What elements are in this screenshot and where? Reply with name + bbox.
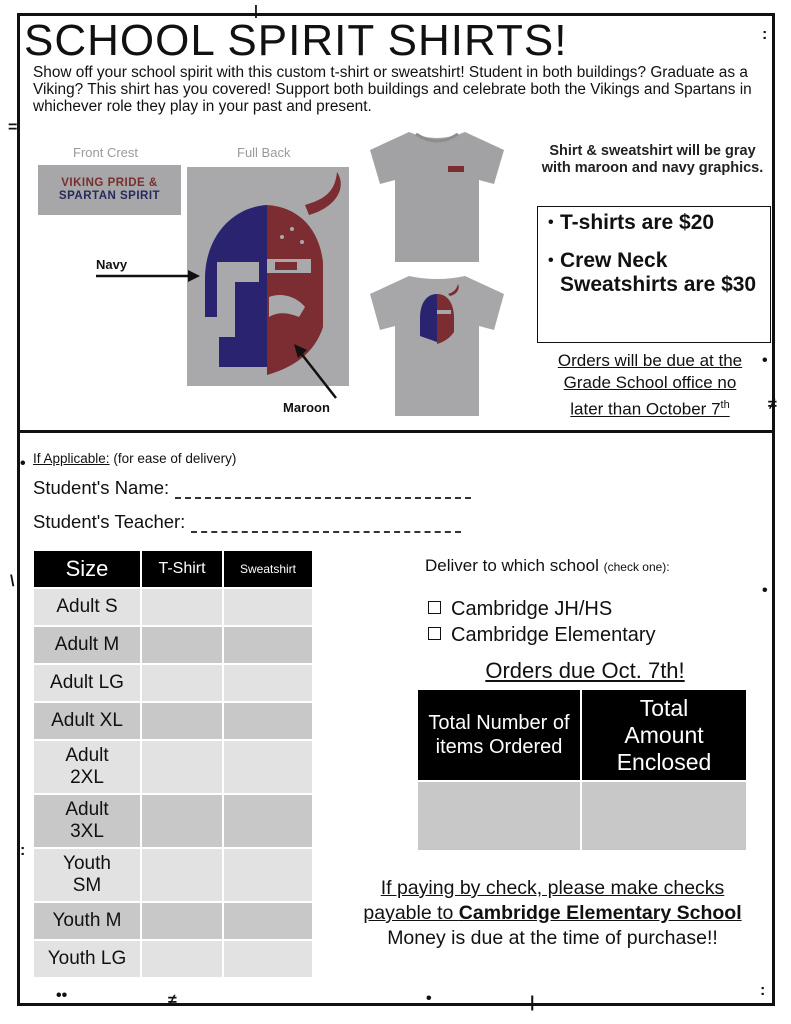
- student-name-line[interactable]: [175, 483, 471, 499]
- crest-line2: SPARTAN SPIRIT: [58, 190, 161, 202]
- price-item: • Crew Neck Sweatshirts are $30: [548, 249, 760, 297]
- due-line3-wrap: [524, 394, 776, 421]
- navy-label: Navy: [96, 257, 128, 272]
- due-notice: [524, 350, 776, 421]
- front-crest-label: Front Crest: [73, 145, 139, 160]
- payment-line2: [330, 901, 775, 926]
- tshirt-qty-cell[interactable]: [142, 849, 222, 901]
- sweatshirt-qty-cell[interactable]: [224, 903, 312, 939]
- tshirt-back-icon: [364, 272, 510, 420]
- size-text: Adult 3XL: [65, 799, 109, 842]
- doodle-mark: :: [762, 26, 768, 43]
- price-box: [537, 206, 771, 343]
- full-back-label: Full Back: [237, 145, 291, 160]
- payment-line3: Money is due at the time of purchase!!: [387, 927, 718, 949]
- size-cell: Adult S: [34, 589, 140, 625]
- option-elementary-label: Cambridge Elementary: [451, 624, 656, 646]
- size-text: Adult 2XL: [65, 745, 109, 788]
- total-items-text: Total Number of items Ordered: [428, 712, 570, 758]
- doodle-mark: \: [10, 573, 15, 590]
- applicable-label: If Applicable:: [33, 451, 110, 466]
- size-cell: [34, 849, 140, 901]
- due-sup: th: [720, 399, 730, 411]
- deliver-question-text: Deliver to which school: [425, 556, 599, 575]
- sweatshirt-qty-cell[interactable]: [224, 941, 312, 977]
- tshirt-qty-cell[interactable]: [142, 665, 222, 701]
- due-line3: later than October 7: [570, 399, 721, 419]
- checkbox-elementary[interactable]: [428, 627, 441, 640]
- price-item: • T-shirts are $20: [548, 211, 715, 234]
- student-teacher-line[interactable]: [191, 517, 461, 533]
- total-amount-cell[interactable]: [582, 782, 746, 850]
- size-cell: [34, 795, 140, 847]
- applicable-note: [33, 451, 236, 466]
- size-cell: Adult LG: [34, 665, 140, 701]
- doodle-mark: ≠: [168, 992, 177, 1009]
- section-divider: [18, 430, 774, 433]
- student-name-field[interactable]: [33, 477, 471, 499]
- tshirt-front-icon: [364, 128, 510, 266]
- total-items-header: [418, 690, 580, 780]
- payment-line1: If paying by check, please make checks: [380, 877, 725, 899]
- size-cell: Adult XL: [34, 703, 140, 739]
- sweatshirt-qty-cell[interactable]: [224, 703, 312, 739]
- payment-payee: Cambridge Elementary School: [458, 902, 742, 924]
- color-note: Shirt & sweatshirt will be gray with maroon and navy graphics.: [541, 143, 764, 176]
- maroon-label: Maroon: [283, 400, 330, 415]
- tshirt-qty-cell[interactable]: [142, 589, 222, 625]
- checkbox-jhhs[interactable]: [428, 601, 441, 614]
- sweatshirt-qty-cell[interactable]: [224, 665, 312, 701]
- doodle-mark: =: [8, 119, 18, 136]
- crest-line1: VIKING PRIDE &: [61, 177, 158, 189]
- size-cell: Youth M: [34, 903, 140, 939]
- orders-due-banner: Orders due Oct. 7th!: [485, 658, 685, 683]
- sweatshirt-header: Sweatshirt: [224, 551, 312, 587]
- due-line1: Orders will be due at the: [557, 351, 743, 370]
- price-sweatshirt: Crew Neck Sweatshirts are $30: [560, 249, 757, 296]
- size-cell: Adult M: [34, 627, 140, 663]
- total-items-cell[interactable]: [418, 782, 580, 850]
- tshirt-qty-cell[interactable]: [142, 703, 222, 739]
- doodle-mark: ≠: [768, 396, 777, 413]
- option-elementary[interactable]: [428, 624, 656, 647]
- sweatshirt-qty-cell[interactable]: [224, 589, 312, 625]
- payment-note: [330, 876, 775, 951]
- size-cell: Youth LG: [34, 941, 140, 977]
- student-name-label: Student's Name:: [33, 477, 170, 498]
- sweatshirt-qty-cell[interactable]: [224, 741, 312, 793]
- tshirt-qty-cell[interactable]: [142, 741, 222, 793]
- navy-arrow-icon: [96, 268, 200, 284]
- doodle-mark: •: [20, 455, 26, 472]
- tshirt-qty-cell[interactable]: [142, 941, 222, 977]
- doodle-mark: |: [254, 2, 258, 18]
- size-cell: [34, 741, 140, 793]
- sweatshirt-qty-cell[interactable]: [224, 849, 312, 901]
- applicable-detail: (for ease of delivery): [113, 451, 237, 466]
- sweatshirt-qty-cell[interactable]: [224, 795, 312, 847]
- doodle-mark: •: [762, 582, 768, 599]
- size-header: Size: [34, 551, 140, 587]
- tshirt-qty-cell[interactable]: [142, 795, 222, 847]
- size-text: Youth SM: [63, 853, 111, 896]
- option-jhhs-label: Cambridge JH/HS: [451, 598, 613, 620]
- student-teacher-field[interactable]: [33, 511, 461, 533]
- doodle-mark: |: [530, 994, 535, 1011]
- due-line2: Grade School office no: [563, 373, 737, 392]
- sweatshirt-qty-cell[interactable]: [224, 627, 312, 663]
- doodle-mark: •: [762, 352, 768, 369]
- total-amount-header: [582, 690, 746, 780]
- doodle-mark: :: [760, 982, 766, 999]
- deliver-question: [425, 556, 670, 576]
- deliver-question-note: (check one):: [603, 560, 670, 574]
- student-teacher-label: Student's Teacher:: [33, 511, 186, 532]
- size-order-table: [32, 549, 314, 979]
- payment-line2-prefix: payable to: [363, 902, 454, 924]
- maroon-arrow-icon: [292, 342, 340, 402]
- total-amount-text: Total Amount Enclosed: [616, 694, 712, 775]
- tshirt-qty-cell[interactable]: [142, 627, 222, 663]
- page-title: SCHOOL SPIRIT SHIRTS!: [24, 16, 568, 65]
- option-jhhs[interactable]: [428, 598, 612, 621]
- tshirt-qty-cell[interactable]: [142, 903, 222, 939]
- doodle-mark: •: [426, 990, 432, 1007]
- doodle-mark: :: [20, 842, 26, 859]
- totals-table: [416, 688, 748, 852]
- front-crest-image: [38, 165, 181, 215]
- intro-text: Show off your school spirit with this custom t-shirt or sweatshirt! Student in both buildings? Graduate as a Viking? This shirt has you covered! Support both buildings and celebrate both the Vikings and Spartans in whichever role they play in your past and present.: [33, 64, 752, 115]
- tshirt-header: T-Shirt: [142, 551, 222, 587]
- price-tshirt: T-shirts are $20: [560, 211, 715, 234]
- doodle-mark: ••: [56, 987, 68, 1004]
